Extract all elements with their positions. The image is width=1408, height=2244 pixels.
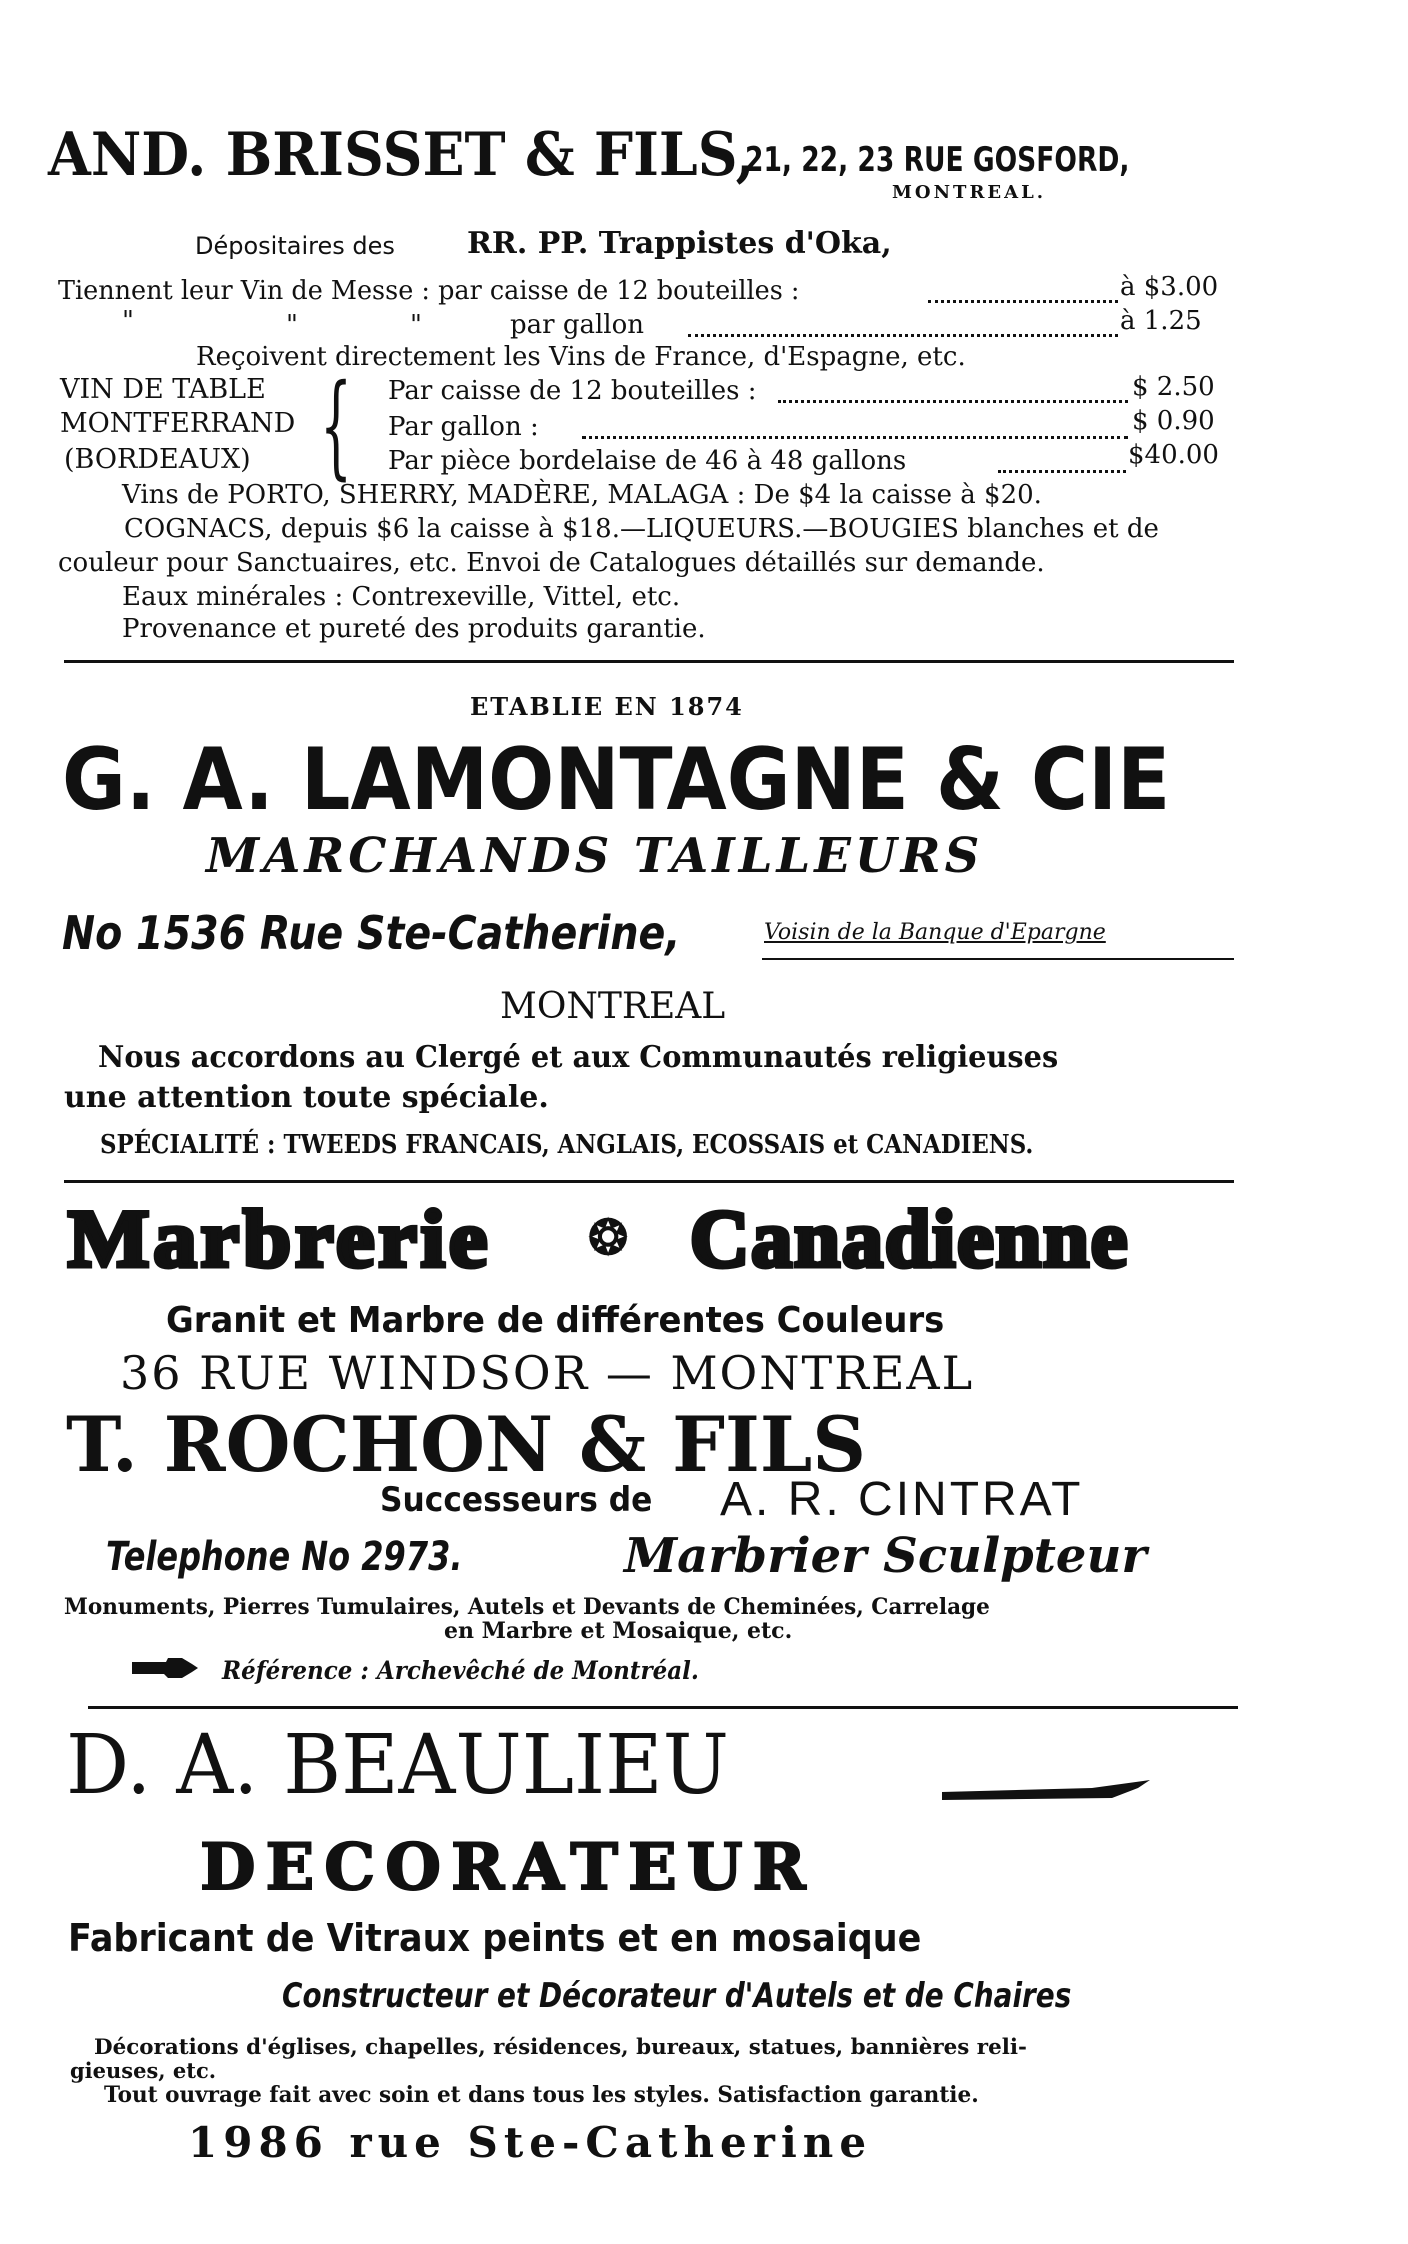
brace: {	[320, 361, 353, 491]
marbrerie-title-left: Marbrerie	[68, 1193, 492, 1284]
brisset-line-couleur: couleur pour Sanctuaires, etc. Envoi de Catalogues détaillés sur demande.	[58, 548, 1045, 578]
leader-dots	[778, 400, 1128, 403]
lamontagne-specialite: SPÉCIALITÉ : TWEEDS FRANCAIS, ANGLAIS, ECOSSAIS et CANADIENS.	[100, 1130, 1034, 1160]
section-divider	[64, 660, 1234, 663]
beaulieu-decorations: gieuses, etc.	[70, 2058, 217, 2083]
leader-dots	[928, 300, 1118, 303]
marbrerie-telephone: Telephone No 2973.	[106, 1534, 463, 1580]
brisset-price-gallon: à 1.25	[1120, 306, 1202, 336]
brisset-line-eaux: Eaux minérales : Contrexeville, Vittel, etc.	[122, 582, 681, 612]
lamontagne-address: No 1536 Rue Ste-Catherine,	[62, 906, 681, 960]
marbrerie-products: Monuments, Pierres Tumulaires, Autels et Devants de Cheminées, Carrelage	[64, 1594, 990, 1620]
brisset-depositaires-prefix: Dépositaires des	[195, 232, 395, 260]
lamontagne-established: ETABLIE EN 1874	[470, 692, 744, 721]
brisset-name: AND. BRISSET & FILS,	[48, 120, 755, 190]
table-wine-row: Par pièce bordelaise de 46 à 48 gallons	[388, 446, 907, 476]
table-wine-label: (BORDEAUX)	[64, 444, 251, 475]
beaulieu-title: DECORATEUR	[200, 1830, 816, 1905]
marbrerie-subtitle: Granit et Marbre de différentes Couleurs	[166, 1300, 945, 1341]
ditto-mark: "	[286, 310, 298, 340]
lamontagne-address-note: Voisin de la Banque d'Epargne	[764, 920, 1106, 945]
brisset-address-numbers: 21, 22, 23 RUE GOSFORD,	[745, 140, 1130, 180]
brisset-line-cognacs: COGNACS, depuis $6 la caisse à $18.—LIQUEURS.—BOUGIES blanches et de	[124, 514, 1159, 544]
leader-dots	[582, 436, 1128, 439]
marbrerie-address: 36 RUE WINDSOR — MONTREAL	[120, 1346, 975, 1400]
brisset-price-messe: à $3.00	[1120, 272, 1219, 302]
ornament-icon: ❂	[588, 1210, 629, 1266]
brisset-line-recoivent: Reçoivent directement les Vins de France, d'Espagne, etc.	[196, 342, 966, 372]
beaulieu-address: 1986 rue Ste-Catherine	[188, 2118, 873, 2167]
brisset-line-gallon: par gallon	[510, 310, 645, 340]
marbrerie-successors-prefix: Successeurs de	[380, 1480, 653, 1520]
lamontagne-clergy: une attention toute spéciale.	[64, 1080, 549, 1115]
brisset-line-porto: Vins de PORTO, SHERRY, MADÈRE, MALAGA : De $4 la caisse à $20.	[122, 480, 1042, 510]
table-wine-row: Par gallon :	[388, 412, 539, 442]
marbrerie-products: en Marbre et Mosaique, etc.	[444, 1618, 793, 1644]
brisset-line-messe: Tiennent leur Vin de Messe : par caisse de 12 bouteilles :	[58, 276, 800, 306]
marbrerie-reference: Référence : Archevêché de Montréal.	[222, 1656, 699, 1685]
marbrerie-firm: T. ROCHON & FILS	[66, 1400, 867, 1489]
brisset-city: MONTREAL.	[892, 182, 1047, 203]
beaulieu-fabricant: Fabricant de Vitraux peints et en mosaique	[68, 1916, 922, 1960]
table-wine-label: VIN DE TABLE	[60, 374, 266, 405]
leader-dots	[688, 334, 1118, 337]
underline-rule	[762, 958, 1234, 960]
pointing-hand-icon	[130, 1656, 200, 1680]
lamontagne-trade: MARCHANDS TAILLEURS	[206, 828, 984, 884]
marbrerie-successors-name: A. R. CINTRAT	[720, 1473, 1084, 1526]
lamontagne-clergy: Nous accordons au Clergé et aux Communautés religieuses	[98, 1040, 1059, 1075]
swash-flourish	[942, 1774, 1152, 1804]
table-wine-row: Par caisse de 12 bouteilles :	[388, 376, 757, 406]
beaulieu-name: D. A. BEAULIEU	[66, 1718, 729, 1813]
ditto-mark: "	[410, 310, 422, 340]
leader-dots	[998, 470, 1126, 473]
beaulieu-constructeur: Constructeur et Décorateur d'Autels et de Chaires	[282, 1976, 1072, 2016]
beaulieu-decorations: Décorations d'églises, chapelles, résidences, bureaux, statues, bannières reli-	[94, 2034, 1027, 2059]
ditto-mark: "	[122, 306, 134, 336]
table-wine-price: $ 0.90	[1132, 406, 1215, 436]
section-divider	[64, 1180, 1234, 1183]
table-wine-price: $40.00	[1128, 440, 1219, 470]
table-wine-price: $ 2.50	[1132, 372, 1215, 402]
lamontagne-city: MONTREAL	[500, 986, 726, 1027]
section-divider	[88, 1706, 1238, 1709]
beaulieu-ouvrage: Tout ouvrage fait avec soin et dans tous les styles. Satisfaction garantie.	[104, 2082, 979, 2108]
brisset-line-provenance: Provenance et pureté des produits garantie.	[122, 614, 706, 644]
table-wine-label: MONTFERRAND	[60, 408, 296, 439]
marbrerie-profession: Marbrier Sculpteur	[624, 1528, 1147, 1584]
marbrerie-title-right: Canadienne	[690, 1193, 1130, 1284]
lamontagne-name: G. A. LAMONTAGNE & CIE	[62, 730, 1171, 830]
brisset-depositaires-name: RR. PP. Trappistes d'Oka,	[467, 226, 892, 261]
